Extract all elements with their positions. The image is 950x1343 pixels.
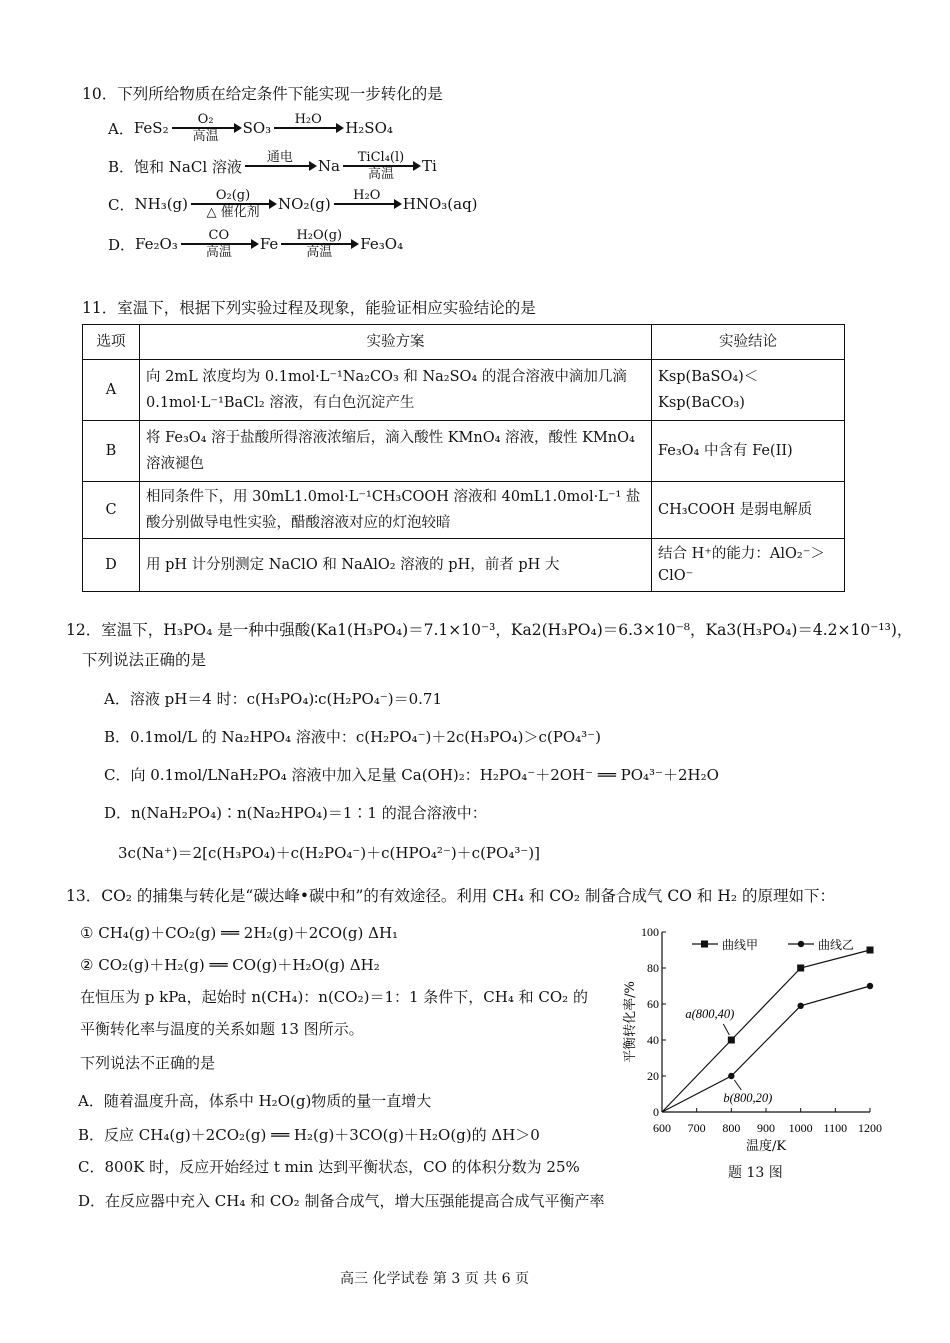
legend-label: 曲线甲 bbox=[722, 938, 759, 952]
header-cell: 选项 bbox=[83, 325, 140, 360]
x-tick-label: 1000 bbox=[788, 1121, 813, 1135]
table-cell-conclusion: CH₃COOH 是弱电解质 bbox=[652, 482, 845, 539]
q12-option-d-expression: 3c(Na⁺)＝2[c(H₃PO₄)＋c(H₂PO₄⁻)＋c(HPO₄²⁻)＋c(PO₄³⁻)] bbox=[118, 844, 540, 862]
q12-option-b: B．0.1mol/L 的 Na₂HPO₄ 溶液中：c(H₂PO₄⁻)＋2c(H₃PO₄)＞c(PO₄³⁻) bbox=[104, 728, 601, 746]
reaction-arrow: H₂O(g) 高温 bbox=[281, 228, 357, 260]
species: FeS₂ bbox=[133, 119, 169, 137]
q13-stem: 13．CO₂ 的捕集与转化是“碳达峰•碳中和”的有效途径。利用 CH₄ 和 CO₂ 制备合成气 CO 和 H₂ 的原理如下： bbox=[66, 887, 836, 905]
q13-condition-line2: 平衡转化率与温度的关系如题 13 图所示。 bbox=[80, 1020, 364, 1038]
header-cell: 实验方案 bbox=[140, 325, 652, 360]
species: Fe₂O₃ bbox=[135, 235, 178, 253]
q13-condition-line1: 在恒压为 p kPa，起始时 n(CH₄)：n(CO₂)＝1：1 条件下，CH₄ 和 CO₂ 的 bbox=[80, 988, 588, 1006]
table-row bbox=[83, 360, 845, 421]
header-cell: 实验结论 bbox=[652, 325, 845, 360]
species: SO₃ bbox=[242, 119, 272, 137]
q12-option-c: C．向 0.1mol/LNaH₂PO₄ 溶液中加入足量 Ca(OH)₂：H₂PO₄⁻＋2OH⁻ ══ PO₄³⁻＋2H₂O bbox=[104, 766, 719, 784]
option-label: D． bbox=[108, 235, 136, 254]
legend-marker bbox=[798, 941, 804, 947]
reaction-arrow: O₂(g) △ 催化剂 bbox=[191, 188, 275, 220]
reaction-arrow: 通电 bbox=[245, 150, 315, 182]
table-row bbox=[83, 539, 845, 592]
legend-label: 曲线乙 bbox=[818, 938, 855, 952]
x-tick-label: 1200 bbox=[858, 1121, 882, 1135]
series-point bbox=[728, 1037, 735, 1044]
reaction-arrow: O₂ 高温 bbox=[172, 112, 240, 144]
table-cell-conclusion: 结合 H⁺的能力：AlO₂⁻＞ClO⁻ bbox=[652, 539, 845, 592]
x-tick-label: 800 bbox=[722, 1121, 741, 1135]
annotation-arrow bbox=[734, 1080, 741, 1090]
table-cell-option: D bbox=[83, 539, 140, 592]
table-cell-plan: 相同条件下，用 30mL1.0mol·L⁻¹CH₃COOH 溶液和 40mL1.0mol·L⁻¹ 盐酸分别做导电性实验，醋酸溶液对应的灯泡较暗 bbox=[140, 482, 652, 539]
q13-option-b: B．反应 CH₄(g)＋2CO₂(g) ══ H₂(g)＋3CO(g)＋H₂O(g)的 ΔH＞0 bbox=[78, 1126, 540, 1144]
q13-option-d: D．在反应器中充入 CH₄ 和 CO₂ 制备合成气，增大压强能提高合成气平衡产率 bbox=[78, 1192, 605, 1210]
table-cell-option: C bbox=[83, 482, 140, 539]
q13-option-a: A．随着温度升高，体系中 H₂O(g)物质的量一直增大 bbox=[78, 1092, 432, 1110]
series-point bbox=[867, 947, 874, 954]
q10-option-b bbox=[108, 150, 437, 182]
series-point bbox=[797, 1003, 803, 1009]
q12-option-d: D．n(NaH₂PO₄)∶n(Na₂HPO₄)＝1∶1 的混合溶液中： bbox=[104, 804, 487, 822]
species: HNO₃(aq) bbox=[402, 195, 478, 213]
page-footer: 高三 化学试卷 第 3 页 共 6 页 bbox=[340, 1271, 529, 1287]
series-point bbox=[867, 983, 873, 989]
reaction-arrow: H₂O bbox=[274, 112, 342, 144]
table-cell-option: A bbox=[83, 360, 140, 421]
x-tick-label: 700 bbox=[687, 1121, 706, 1135]
y-tick-label: 60 bbox=[647, 997, 659, 1011]
conversion-chart bbox=[620, 920, 890, 1190]
reaction-arrow: TiCl₄(l) 高温 bbox=[343, 150, 419, 182]
q13-ask: 下列说法不正确的是 bbox=[80, 1054, 216, 1072]
species: NH₃(g) bbox=[134, 195, 189, 213]
table-cell-plan: 将 Fe₃O₄ 溶于盐酸所得溶液浓缩后，滴入酸性 KMnO₄ 溶液，酸性 KMnO₄ 溶液褪色 bbox=[140, 421, 652, 482]
series-line-0 bbox=[662, 950, 870, 1112]
legend-marker bbox=[701, 941, 708, 948]
q12-stem-line1: 12．室温下，H₃PO₄ 是一种中强酸(Ka1(H₃PO₄)＝7.1×10⁻³，Ka2(H₃PO₄)＝6.3×10⁻⁸，Ka3(H₃PO₄)＝4.2×10⁻¹³)， bbox=[66, 621, 913, 639]
annotation-a: a(800,40) bbox=[685, 1007, 735, 1021]
q10-option-d bbox=[108, 228, 403, 260]
species: 饱和 NaCl 溶液 bbox=[134, 157, 242, 176]
option-label: A． bbox=[108, 119, 134, 138]
q12-option-a: A．溶液 pH＝4 时：c(H₃PO₄)∶c(H₂PO₄⁻)＝0.71 bbox=[104, 690, 443, 708]
annotation-b: b(800,20) bbox=[723, 1091, 773, 1105]
x-axis-label: 温度/K bbox=[745, 1139, 787, 1154]
q10-option-c bbox=[108, 188, 478, 220]
table-header-row bbox=[83, 325, 845, 360]
y-tick-label: 20 bbox=[647, 1069, 659, 1083]
species: NO₂(g) bbox=[278, 195, 331, 213]
x-tick-label: 900 bbox=[757, 1121, 775, 1135]
q13-option-c: C．800K 时，反应开始经过 t min 达到平衡状态，CO 的体积分数为 25% bbox=[78, 1158, 580, 1176]
table-row bbox=[83, 421, 845, 482]
table-cell-plan: 向 2mL 浓度均为 0.1mol·L⁻¹Na₂CO₃ 和 Na₂SO₄ 的混合溶液中滴加几滴 0.1mol·L⁻¹BaCl₂ 溶液，有白色沉淀产生 bbox=[140, 360, 652, 421]
species: Fe₃O₄ bbox=[360, 235, 404, 253]
x-tick-label: 600 bbox=[653, 1121, 671, 1135]
series-point bbox=[797, 965, 804, 972]
species: Na bbox=[317, 157, 340, 175]
x-tick-label: 1100 bbox=[823, 1121, 848, 1135]
q10-option-a bbox=[108, 112, 393, 144]
annotation-arrow bbox=[723, 1024, 729, 1035]
figure-caption: 题 13 图 bbox=[728, 1165, 783, 1181]
reaction-arrow: H₂O bbox=[334, 188, 400, 220]
table-cell-conclusion: Fe₃O₄ 中含有 Fe(II) bbox=[652, 421, 845, 482]
option-label: C． bbox=[108, 195, 135, 214]
y-axis-label: 平衡转化率/% bbox=[623, 981, 638, 1063]
y-tick-label: 0 bbox=[653, 1105, 659, 1119]
species: Fe bbox=[259, 235, 279, 253]
species: H₂SO₄ bbox=[345, 119, 393, 137]
y-tick-label: 100 bbox=[641, 925, 659, 939]
table-cell-option: B bbox=[83, 421, 140, 482]
q12-stem-line2: 下列说法正确的是 bbox=[82, 651, 207, 669]
q10-stem: 10．下列所给物质在给定条件下能实现一步转化的是 bbox=[82, 85, 443, 103]
option-label: B． bbox=[108, 157, 135, 176]
species: Ti bbox=[422, 157, 437, 175]
y-tick-label: 80 bbox=[647, 961, 659, 975]
q11-stem: 11．室温下，根据下列实验过程及现象，能验证相应实验结论的是 bbox=[82, 299, 536, 317]
table-cell-conclusion: Ksp(BaSO₄)＜Ksp(BaCO₃) bbox=[652, 360, 845, 421]
q13-reaction-2: ② CO₂(g)＋H₂(g) ══ CO(g)＋H₂O(g) ΔH₂ bbox=[80, 956, 380, 974]
q11-table bbox=[82, 324, 845, 592]
q13-reaction-1: ① CH₄(g)＋CO₂(g) ══ 2H₂(g)＋2CO(g) ΔH₁ bbox=[80, 924, 399, 942]
table-cell-plan: 用 pH 计分别测定 NaClO 和 NaAlO₂ 溶液的 pH，前者 pH 大 bbox=[140, 539, 652, 592]
y-tick-label: 40 bbox=[647, 1033, 659, 1047]
table-row bbox=[83, 482, 845, 539]
reaction-arrow: CO 高温 bbox=[181, 228, 257, 260]
series-point bbox=[728, 1073, 734, 1079]
